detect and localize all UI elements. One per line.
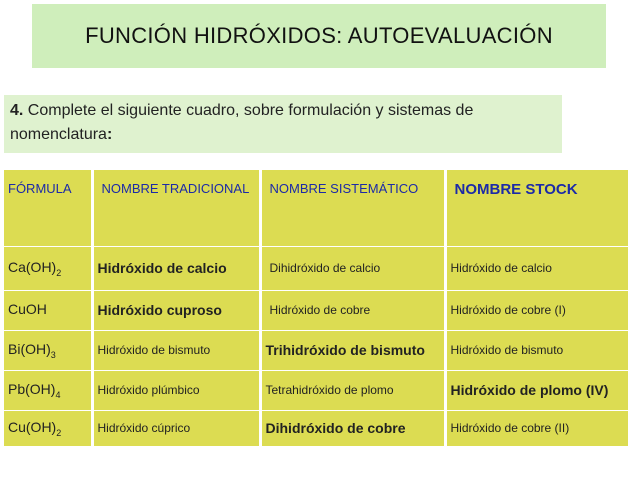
traditional-cell: Hidróxido de bismuto xyxy=(92,330,260,370)
traditional-cell: Hidróxido cuproso xyxy=(92,290,260,330)
stock-cell: Hidróxido de plomo (IV) xyxy=(445,370,628,410)
table-header-row xyxy=(4,170,628,246)
systematic-cell: Dihidróxido de cobre xyxy=(260,410,445,446)
traditional-cell: Hidróxido de calcio xyxy=(92,246,260,290)
table-row xyxy=(4,290,628,330)
stock-cell: Hidróxido de cobre (II) xyxy=(445,410,628,446)
header-formula: FÓRMULA xyxy=(4,170,92,246)
header-stock: NOMBRE STOCK xyxy=(445,170,628,246)
header-systematic: NOMBRE SISTEMÁTICO xyxy=(260,170,445,246)
table-row xyxy=(4,410,628,446)
table-row xyxy=(4,246,628,290)
traditional-cell: Hidróxido cúprico xyxy=(92,410,260,446)
exercise-colon: : xyxy=(106,126,113,143)
formula-cell: CuOH xyxy=(4,290,92,330)
systematic-cell: Hidróxido de cobre xyxy=(260,290,445,330)
formula-cell: $Ca(OH)_2$ xyxy=(4,246,92,290)
formula-cell: $Pb(OH)_4$ xyxy=(4,370,92,410)
stock-cell: Hidróxido de cobre (I) xyxy=(445,290,628,330)
exercise-text: Complete el siguiente cuadro, sobre formulación y sistemas de nomenclatura xyxy=(10,102,474,143)
table-row xyxy=(4,370,628,410)
header-traditional: NOMBRE TRADICIONAL xyxy=(92,170,260,246)
title-banner xyxy=(32,4,606,68)
stock-cell: Hidróxido de calcio xyxy=(445,246,628,290)
systematic-cell: Tetrahidróxido de plomo xyxy=(260,370,445,410)
nomenclature-table xyxy=(4,170,628,447)
stock-cell: Hidróxido de bismuto xyxy=(445,330,628,370)
traditional-cell: Hidróxido plúmbico xyxy=(92,370,260,410)
formula-cell: $Bi(OH)_3$ xyxy=(4,330,92,370)
exercise-number: 4. xyxy=(10,102,24,119)
page-title: FUNCIÓN HIDRÓXIDOS: AUTOEVALUACIÓN xyxy=(85,23,553,48)
formula-cell: $Cu(OH)_2$ xyxy=(4,410,92,446)
systematic-cell: Trihidróxido de bismuto xyxy=(260,330,445,370)
exercise-prompt xyxy=(4,95,562,153)
systematic-cell: Dihidróxido de calcio xyxy=(260,246,445,290)
table-row xyxy=(4,330,628,370)
